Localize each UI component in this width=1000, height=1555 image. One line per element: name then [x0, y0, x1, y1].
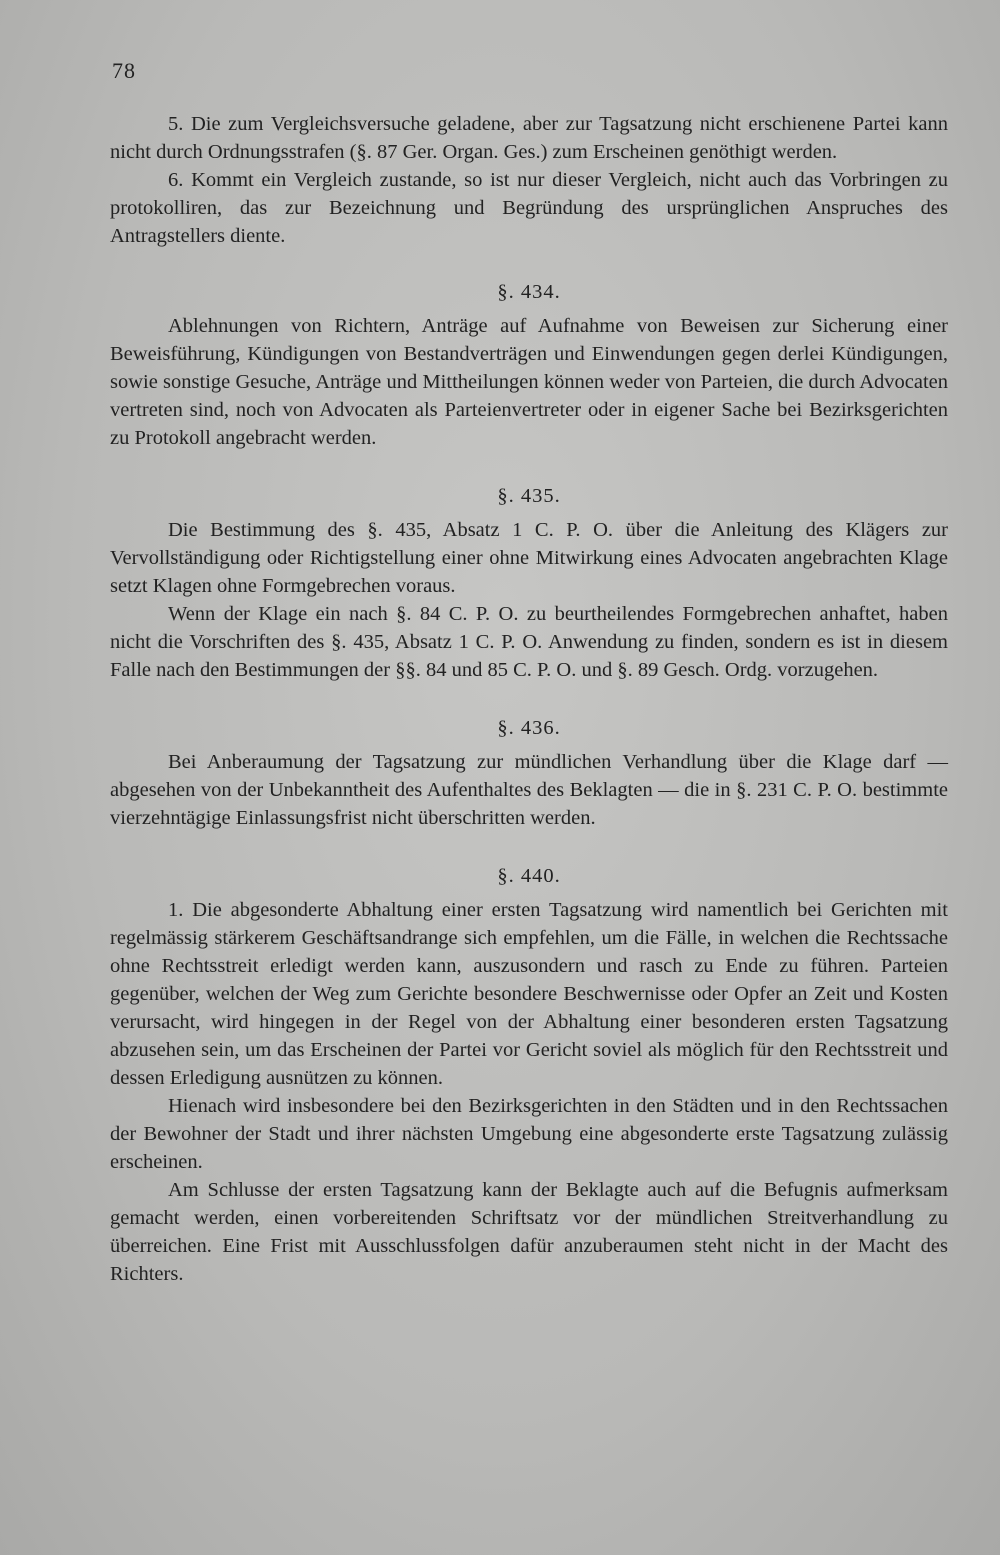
paragraph: 1. Die abgesonderte Abhaltung einer ersten Tagsatzung wird namentlich bei Gerichten mit regelmässig stärkerem Geschäftsandrange sich empfehlen, um die Fälle, in welchen die Rechtssache ohne Rechtsstreit erledigt werden kann, auszusondern und rasch zu Ende zu führen. Parteien gegenüber, welchen der Weg zum Gerichte besondere Beschwernisse oder Opfer an Zeit und Kosten verursacht, wird hingegen in der Regel von der Abhaltung einer besonderen ersten Tagsatzung abzusehen sein, um das Erscheinen der Partei vor Gericht soviel als möglich für den Rechtsstreit und dessen Erledigung ausnützen zu können. [110, 899, 948, 1089]
page-number: 78 [112, 58, 136, 83]
paragraph: Am Schlusse der ersten Tagsatzung kann der Beklagte auch auf die Befugnis aufmerksam gemacht werden, einen vorbereitenden Schriftsatz vor der mündlichen Streitverhandlung zu überreichen. Eine Frist mit Ausschlussfolgen dafür anzuberaumen steht nicht in der Macht des Richters. [110, 1179, 948, 1285]
paragraph: 5. Die zum Vergleichsversuche geladene, aber zur Tagsatzung nicht erschienene Partei kann nicht durch Ordnungsstrafen (§. 87 Ger. Organ. Ges.) zum Erscheinen genöthigt werden. [110, 113, 948, 163]
page-body [110, 110, 948, 1288]
section-heading: §. 440. [497, 865, 561, 887]
paragraph: Bei Anberaumung der Tagsatzung zur mündlichen Verhandlung über die Klage darf — abgesehen von der Unbekanntheit des Aufenthaltes des Beklagten — die in §. 231 C. P. O. bestimmte vierzehntägige Einlassungsfrist nicht überschritten werden. [110, 751, 948, 829]
paragraph: Hienach wird insbesondere bei den Bezirksgerichten in den Städten und in den Rechtssachen der Bewohner der Stadt und ihrer nächsten Umgebung eine abgesonderte erste Tagsatzung zulässig erscheinen. [110, 1095, 948, 1173]
paragraph: Wenn der Klage ein nach §. 84 C. P. O. zu beurtheilendes Formgebrechen anhaftet, haben nicht die Vorschriften des §. 435, Absatz 1 C. P. O. Anwendung zu finden, sondern es ist in diesem Falle nach den Bestimmungen der §§. 84 und 85 C. P. O. und §. 89 Gesch. Ordg. vorzugehen. [110, 603, 948, 681]
section-heading: §. 434. [497, 281, 561, 303]
section-heading: §. 436. [497, 717, 561, 739]
paragraph: Die Bestimmung des §. 435, Absatz 1 C. P. O. über die Anleitung des Klägers zur Vervollständigung oder Richtigstellung einer ohne Mitwirkung eines Advocaten angebrachten Klage setzt Klagen ohne Formgebrechen voraus. [110, 519, 948, 597]
paragraph: Ablehnungen von Richtern, Anträge auf Aufnahme von Beweisen zur Sicherung einer Beweisführung, Kündigungen von Bestandverträgen und Einwendungen gegen derlei Kündigungen, sowie sonstige Gesuche, Anträge und Mittheilungen können weder von Parteien, die durch Advocaten vertreten sind, noch von Advocaten als Parteienvertreter oder in eigener Sache bei Bezirksgerichten zu Protokoll angebracht werden. [110, 315, 948, 449]
section-heading: §. 435. [497, 485, 561, 507]
paragraph: 6. Kommt ein Vergleich zustande, so ist nur dieser Vergleich, nicht auch das Vorbringen zu protokolliren, das zur Bezeichnung und Begründung des ursprünglichen Anspruches des Antragstellers diente. [110, 169, 948, 247]
